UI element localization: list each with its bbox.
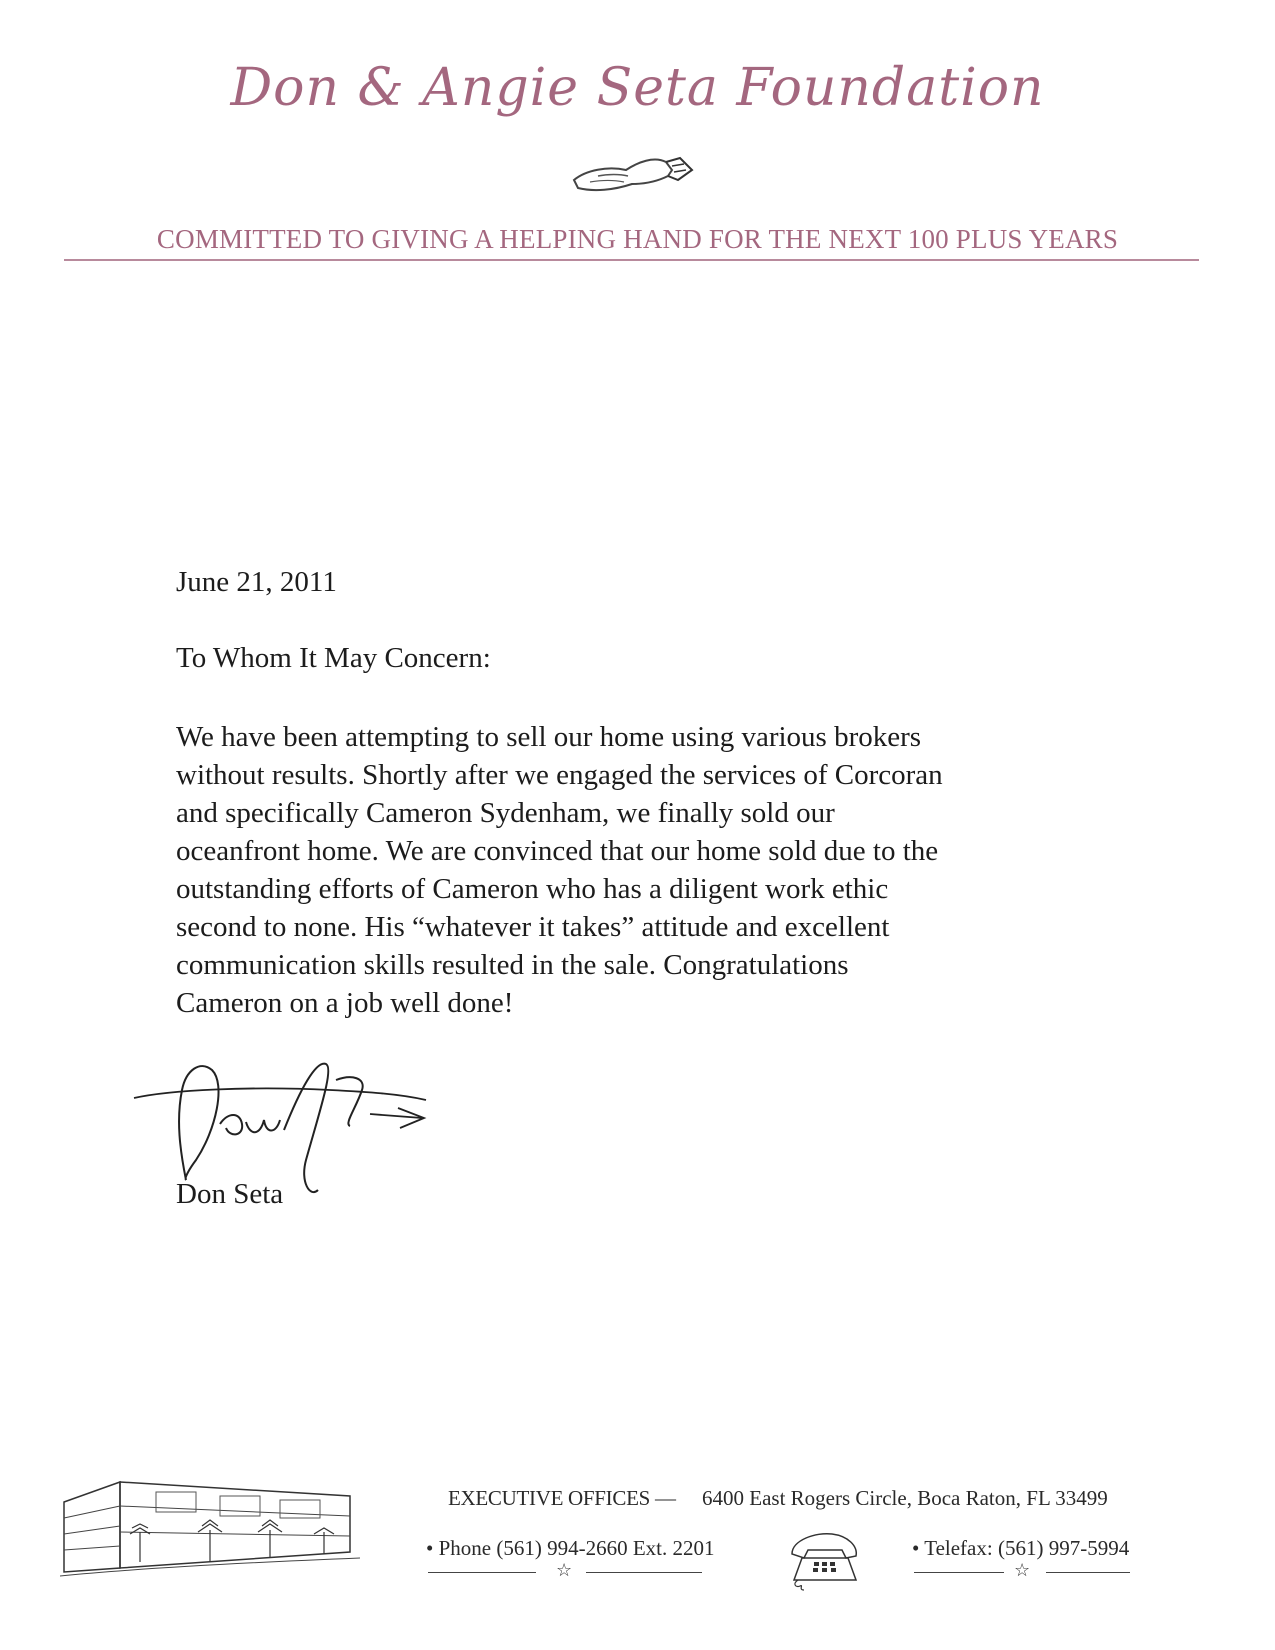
body-line: communication skills resulted in the sale. Congratulations [176, 949, 849, 981]
body-line: We have been attempting to sell our home using various brokers [176, 721, 922, 753]
body-line: oceanfront home. We are convinced that our home sold due to the [176, 835, 939, 867]
header-divider [64, 259, 1199, 261]
footer-rule [914, 1572, 1004, 1573]
tagline: COMMITTED TO GIVING A HELPING HAND FOR THE NEXT 100 PLUS YEARS [156, 224, 1119, 254]
telephone-icon [786, 1524, 862, 1592]
letter-date: June 21, 2011 [176, 566, 337, 598]
office-address: 6400 East Rogers Circle, Boca Raton, FL 33499 [702, 1486, 1108, 1510]
signer-name: Don Seta [176, 1178, 284, 1210]
body-line: and specifically Cameron Sydenham, we finally sold our [176, 797, 835, 829]
body-line: outstanding efforts of Cameron who has a diligent work ethic [176, 873, 889, 905]
footer-rule [586, 1572, 702, 1573]
telefax-number: • Telefax: (561) 997-5994 [912, 1536, 1130, 1560]
letter-body [176, 718, 1096, 1022]
body-line: second to none. His “whatever it takes” attitude and excellent [176, 911, 890, 943]
phone-number: • Phone (561) 994-2660 Ext. 2201 [426, 1536, 715, 1560]
star-icon: ☆ [1014, 1560, 1031, 1581]
salutation: To Whom It May Concern: [176, 642, 491, 674]
body-line: Cameron on a job well done! [176, 987, 514, 1019]
helping-hand-icon [568, 140, 696, 204]
foundation-name: Don & Angie Seta Foundation [230, 58, 1045, 118]
footer-rule [428, 1572, 536, 1573]
executive-offices-label: EXECUTIVE OFFICES — [448, 1486, 676, 1510]
office-building-icon [60, 1472, 360, 1580]
footer-rule [1046, 1572, 1130, 1573]
body-line: without results. Shortly after we engaged the services of Corcoran [176, 759, 943, 791]
star-icon: ☆ [556, 1560, 573, 1581]
